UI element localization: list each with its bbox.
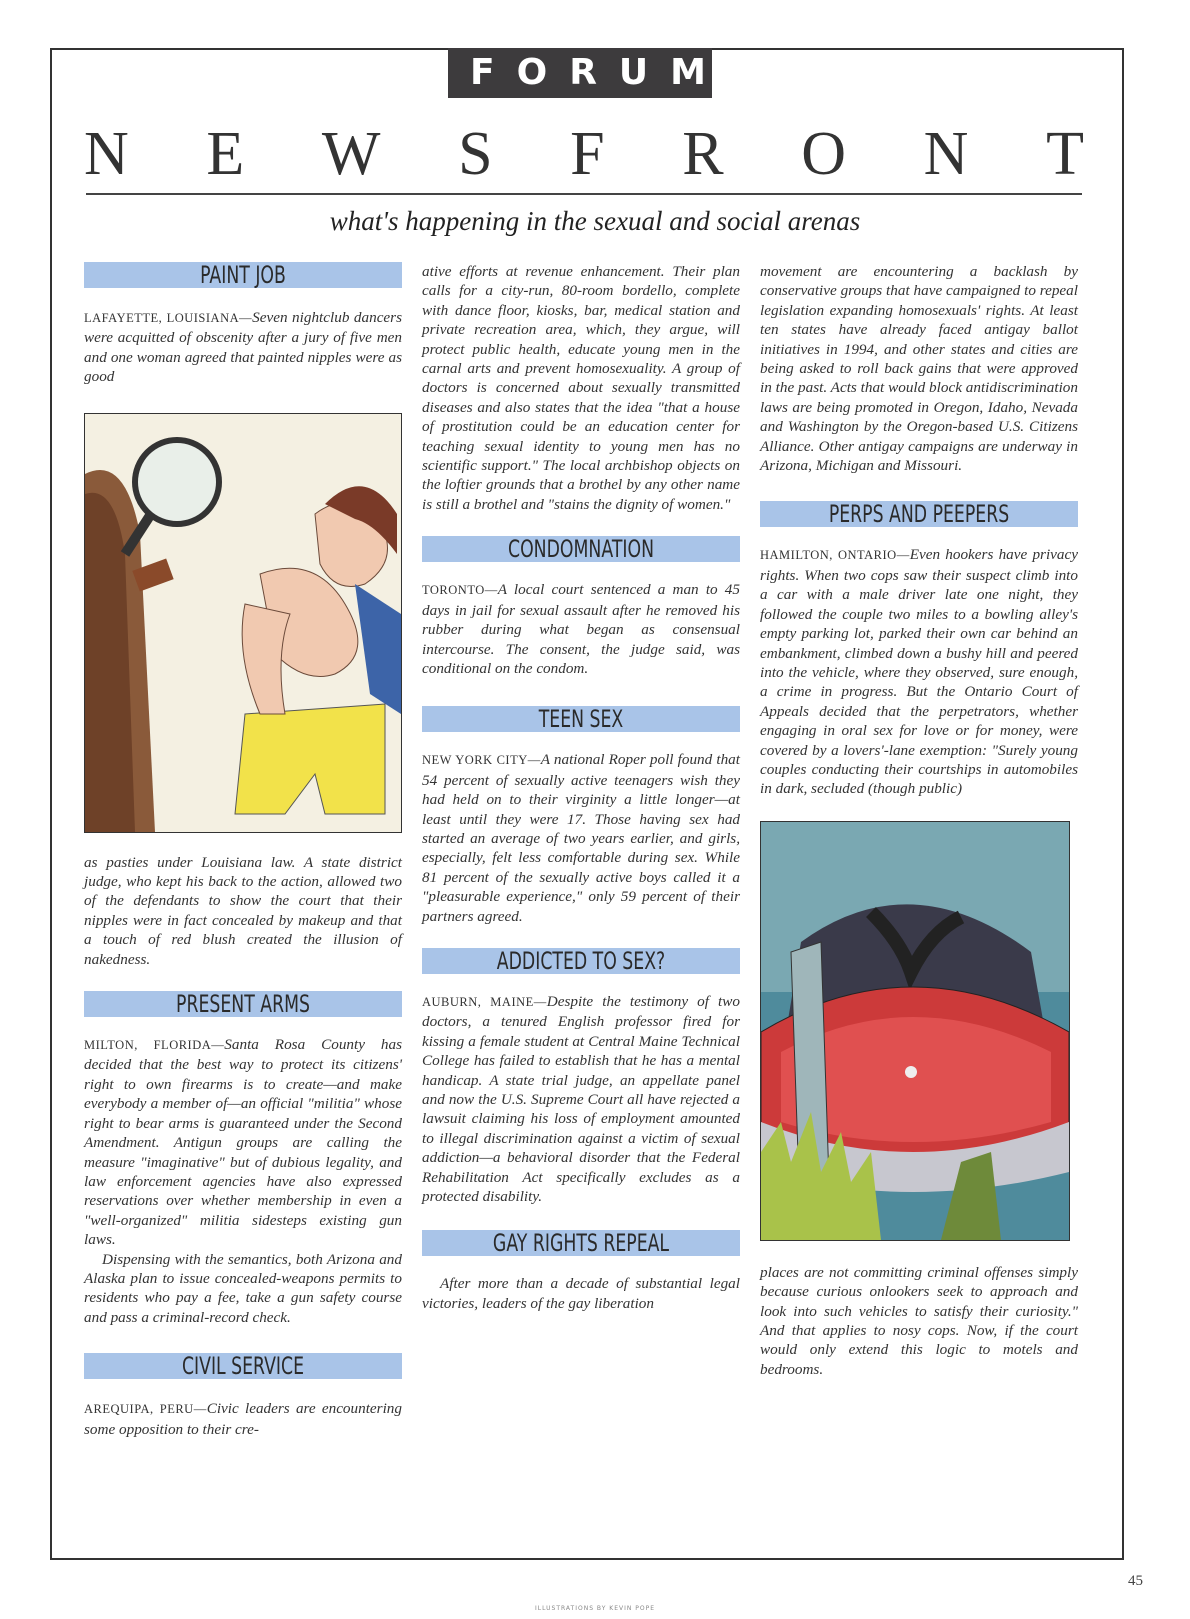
judge-illustration-image bbox=[85, 414, 401, 832]
illustration-car bbox=[760, 821, 1070, 1241]
title-letter: E bbox=[206, 120, 245, 188]
title-letter: R bbox=[682, 120, 724, 188]
article-paragraph: movement are encountering a backlash by conservative groups that have campaigned to repeal legislation expanding homosexuals' rights. At least ten states have already faced antigay ballot initiatives in 1994, and other states and cities are being asked to roll back gains that were approved in the past. Acts that would block antidiscrimination laws are being promoted in Oregon, Idaho, Nevada and Washington by the Oregon-based U.S. Citizens Alliance. Other antigay campaigns are underway in Arizona, Michigan and Missouri. bbox=[760, 263, 1078, 475]
section-heading: CIVIL SERVICE bbox=[129, 1353, 358, 1379]
dateline: AUBURN, MAINE— bbox=[422, 994, 547, 1009]
article-paragraph bbox=[84, 308, 402, 387]
article-paragraph bbox=[84, 1035, 402, 1249]
section-heading-bar bbox=[422, 706, 740, 732]
illustration-judge bbox=[84, 413, 402, 833]
column-1 bbox=[84, 262, 402, 1439]
page-number: 45 bbox=[1128, 1573, 1143, 1589]
article-paragraph: places are not committing criminal offenses simply because curious onlookers seek to approach and look into such vehicles to satisfy their curiosity." And that applies to nosy cops. Now, if the court would only extend this logic to motels and bedrooms. bbox=[760, 1263, 1078, 1378]
title-letter: N bbox=[84, 120, 129, 188]
column-2 bbox=[422, 262, 740, 1313]
article-text: A national Roper poll found that 54 percent of sexually active teenagers wish they had held on to their virginity a little longer—at least until they were 17. Those having sex had started an average of two years earlier, and girls, especially, felt less comfortable during sex. While 81 percent of the sexually active boys called it a "pleasurable experience," only 59 percent of their partners agreed. bbox=[422, 751, 740, 925]
section-heading: GAY RIGHTS REPEAL bbox=[467, 1230, 696, 1256]
section-heading-bar bbox=[84, 262, 402, 288]
section-heading: PERPS AND PEEPERS bbox=[805, 501, 1034, 527]
illustration-credit: ILLUSTRATIONS BY KEVIN POPE bbox=[534, 1605, 656, 1612]
article-paragraph: ative efforts at revenue enhancement. Their plan calls for a city-run, 80-room bordello, complete with dance floor, kiosks, bar, medical station and private recreation area, which, they argue, will protect public health, educate young men in the carnal arts and prevent homosexuality. A group of doctors is concerned about sexually transmitted diseases and also states that the idea "that a house of prostitution could be an education center for teaching sexual identity to young men has no scientific support." The local archbishop objects on the loftier grounds that a brothel by any other name is still a brothel and "stains the dignity of women." bbox=[422, 263, 740, 513]
article-paragraph bbox=[422, 992, 740, 1206]
article-paragraph bbox=[84, 1399, 402, 1439]
article-text: Santa Rosa County has decided that the best way to protect its citizens' right to own firearms is to create—and make everybody a member of—an official "militia" whose right to bear arms is guaranteed under the Second Amendment. Antigun groups are calling the measure "imaginative" but of dubious legality, and law enforcement agencies have also expressed reservations over whether membership in even a "well-organized" militia sidesteps existing gun laws. bbox=[84, 1036, 402, 1249]
dateline: MILTON, FLORIDA— bbox=[84, 1038, 225, 1053]
section-heading: PRESENT ARMS bbox=[129, 991, 358, 1017]
section-heading-bar bbox=[422, 536, 740, 562]
page-title bbox=[84, 118, 1084, 190]
section-heading-bar bbox=[760, 501, 1078, 527]
article-text: A local court sentenced a man to 45 days in jail for sexual assault after he removed his rubber during what began as consensual intercourse. The consent, the judge said, was conditional on the condom. bbox=[422, 581, 740, 677]
title-letter: W bbox=[321, 120, 381, 188]
article-paragraph: After more than a decade of substantial legal victories, leaders of the gay liberation bbox=[422, 1275, 740, 1312]
article-text: Civic leaders are encountering some opposition to their cre- bbox=[84, 1400, 402, 1438]
section-heading: CONDOMNATION bbox=[467, 536, 696, 562]
article-paragraph bbox=[422, 750, 740, 926]
column-3 bbox=[760, 262, 1078, 1379]
article-text: Even hookers have privacy rights. When two cops saw their suspect climb into a car with a male driver late one night, they followed the couple two miles to a bowling alley's empty parking lot, parked their own car behind an embankment, climbed down a bushy hill and peered into the vehicle, where they observed, sure enough, a crime in progress. But the Ontario Court of Appeals decided that the perpetrators, whether engaging in oral sex for love or for money, were covered by a lovers'-lane exemption: "Surely young couples conducting their courtships in automobiles in dark, secluded (though public) bbox=[760, 546, 1078, 798]
article-text: Despite the testimony of two doctors, a tenured English professor fired for kissing a female student at Central Maine Technical College has failed to establish that he has a mental handicap. A state trial judge, an appellate panel and now the U.S. Supreme Court all have rejected a lawsuit claiming his loss of employment amounted to illegal discrimination against a victim of sexual addiction—a behavioral disorder that the Federal Rehabilitation Act specifically excludes as a protected disability. bbox=[422, 992, 740, 1206]
page-subtitle: what's happening in the sexual and social arenas bbox=[329, 206, 861, 236]
section-heading: TEEN SEX bbox=[467, 706, 696, 732]
section-heading-bar bbox=[422, 1230, 740, 1256]
article-text: Seven nightclub dancers were acquitted of obscenity after a jury of five men and one woman agreed that painted nipples were as good bbox=[84, 309, 402, 386]
title-rule bbox=[86, 193, 1082, 195]
title-letter: S bbox=[458, 120, 493, 188]
dateline: HAMILTON, ONTARIO— bbox=[760, 548, 910, 563]
dateline: LAFAYETTE, LOUISIANA— bbox=[84, 311, 253, 325]
dateline: NEW YORK CITY— bbox=[422, 753, 541, 768]
section-heading-bar bbox=[84, 1353, 402, 1379]
section-heading: PAINT JOB bbox=[129, 262, 358, 288]
title-letter: F bbox=[570, 120, 605, 188]
article-paragraph: Dispensing with the semantics, both Arizona and Alaska plan to issue concealed-weapons permits to residents who pay a fee, take a gun safety course and pass a criminal-record check. bbox=[84, 1250, 402, 1326]
dateline: AREQUIPA, PERU— bbox=[84, 1402, 207, 1417]
section-heading-bar bbox=[422, 948, 740, 974]
article-paragraph bbox=[760, 545, 1078, 798]
car-illustration-image bbox=[761, 822, 1069, 1240]
dateline: TORONTO— bbox=[422, 583, 498, 598]
title-letter: N bbox=[923, 120, 969, 188]
section-heading: ADDICTED TO SEX? bbox=[467, 948, 696, 974]
article-paragraph bbox=[422, 580, 740, 678]
article-paragraph: as pasties under Louisiana law. A state district judge, who kept his back to the action, allowed two of the defendants to show the court that their nipples were in fact concealed by makeup and that a touch of red blush created the illusion of nakedness. bbox=[84, 853, 402, 968]
title-letter: T bbox=[1046, 120, 1084, 188]
title-letter: O bbox=[801, 120, 847, 188]
section-heading-bar bbox=[84, 991, 402, 1017]
section-kicker: FORUM bbox=[448, 48, 712, 98]
